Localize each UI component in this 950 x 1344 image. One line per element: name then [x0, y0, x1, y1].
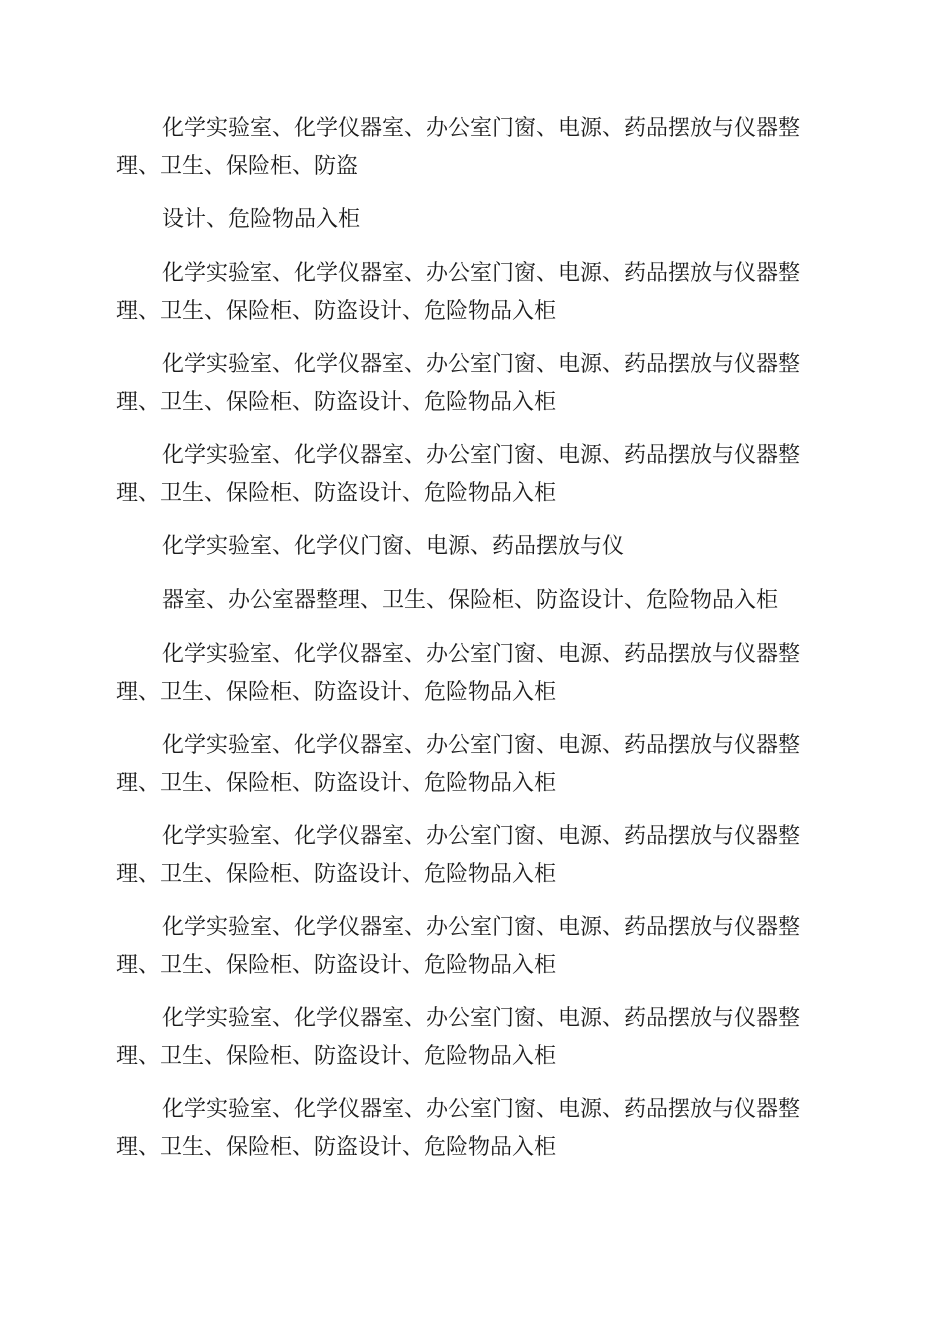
paragraph-2: 设计、危险物品入柜 — [162, 207, 361, 232]
paragraph-11: 化学实验室、化学仪器室、办公室门窗、电源、药品摆放与仪器整理、卫生、保险柜、防盗设计、危险物品入柜 — [116, 915, 801, 978]
paragraph-12: 化学实验室、化学仪器室、办公室门窗、电源、药品摆放与仪器整理、卫生、保险柜、防盗设计、危险物品入柜 — [116, 1006, 801, 1069]
document-body — [116, 110, 816, 1182]
paragraph-4: 化学实验室、化学仪器室、办公室门窗、电源、药品摆放与仪器整理、卫生、保险柜、防盗设计、危险物品入柜 — [116, 352, 801, 415]
paragraph-13: 化学实验室、化学仪器室、办公室门窗、电源、药品摆放与仪器整理、卫生、保险柜、防盗设计、危险物品入柜 — [116, 1097, 801, 1160]
paragraph-9: 化学实验室、化学仪器室、办公室门窗、电源、药品摆放与仪器整理、卫生、保险柜、防盗设计、危险物品入柜 — [116, 733, 801, 796]
paragraph-7: 器室、办公室器整理、卫生、保险柜、防盗设计、危险物品入柜 — [162, 588, 779, 613]
paragraph-10: 化学实验室、化学仪器室、办公室门窗、电源、药品摆放与仪器整理、卫生、保险柜、防盗设计、危险物品入柜 — [116, 824, 801, 887]
paragraph-1: 化学实验室、化学仪器室、办公室门窗、电源、药品摆放与仪器整理、卫生、保险柜、防盗 — [116, 116, 801, 179]
paragraph-6: 化学实验室、化学仪门窗、电源、药品摆放与仪 — [162, 534, 625, 559]
paragraph-3: 化学实验室、化学仪器室、办公室门窗、电源、药品摆放与仪器整理、卫生、保险柜、防盗设计、危险物品入柜 — [116, 261, 801, 324]
paragraph-5: 化学实验室、化学仪器室、办公室门窗、电源、药品摆放与仪器整理、卫生、保险柜、防盗设计、危险物品入柜 — [116, 443, 801, 506]
paragraph-8: 化学实验室、化学仪器室、办公室门窗、电源、药品摆放与仪器整理、卫生、保险柜、防盗设计、危险物品入柜 — [116, 642, 801, 705]
